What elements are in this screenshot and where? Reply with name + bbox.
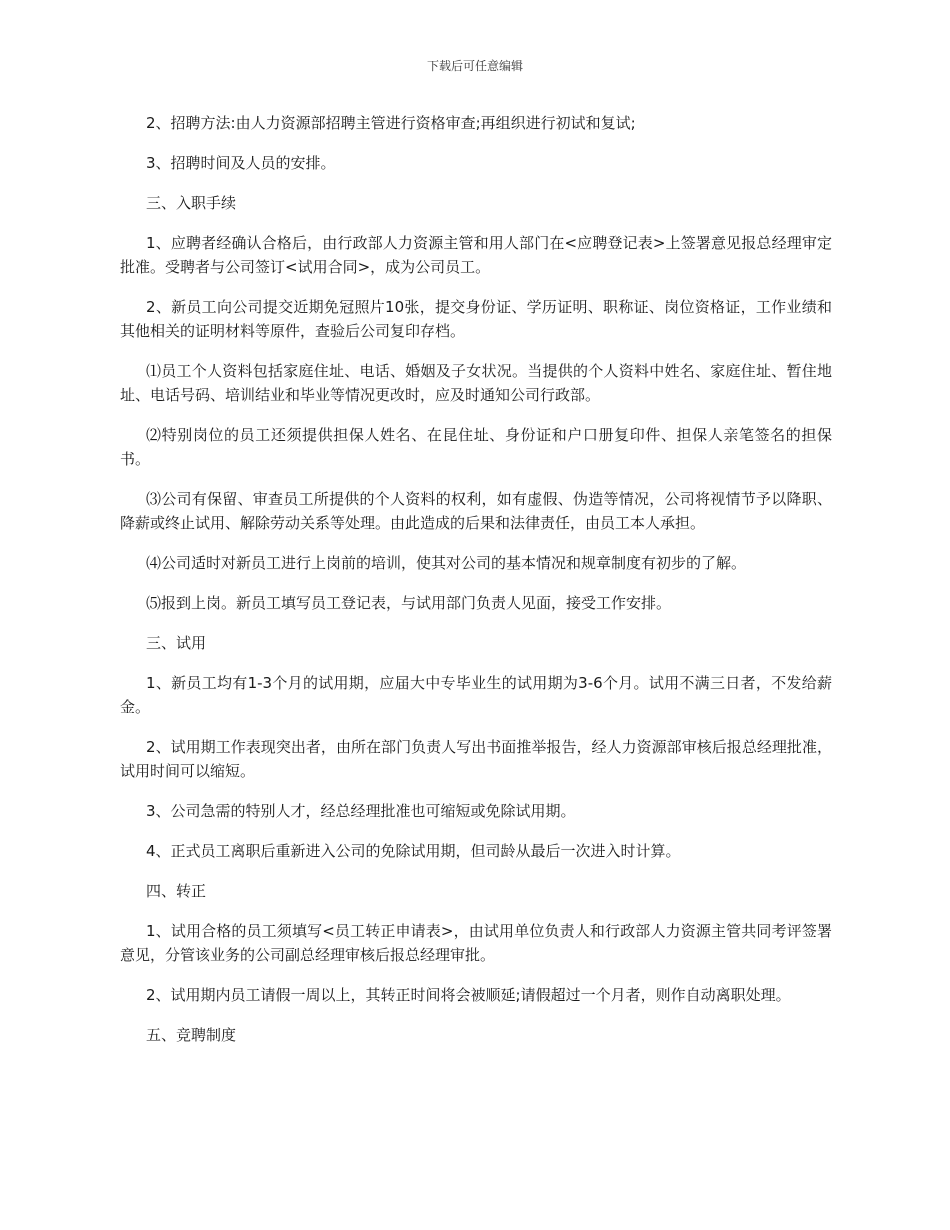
- paragraph-recruit-schedule: 3、招聘时间及人员的安排。: [146, 154, 336, 172]
- paragraph-onboarding-item-3: ⑶公司有保留、审查员工所提供的个人资料的权利，如有虚假、伪造等情况，公司将视情节予以降职、降薪或终止试用、解除劳动关系等处理。由此造成的后果和法律责任，由员工本人承担。: [120, 490, 832, 532]
- header-note: 下载后可任意编辑: [426, 59, 523, 73]
- paragraph-onboarding-2: 2、新员工向公司提交近期免冠照片10张，提交身份证、学历证明、职称证、岗位资格证，工作业绩和其他相关的证明材料等原件，查验后公司复印存档。: [120, 298, 832, 340]
- paragraph-onboarding-item-1: ⑴员工个人资料包括家庭住址、电话、婚姻及子女状况。当提供的个人资料中姓名、家庭住址、暂住地址、电话号码、培训结业和毕业等情况更改时，应及时通知公司行政部。: [120, 362, 832, 404]
- document-body: [120, 111, 832, 1063]
- section-heading-probation: 三、试用: [146, 634, 207, 652]
- paragraph-onboarding-item-4: ⑷公司适时对新员工进行上岗前的培训，使其对公司的基本情况和规章制度有初步的了解。: [146, 554, 747, 572]
- section-heading-onboarding: 三、入职手续: [146, 194, 237, 212]
- paragraph-regularization-1: 1、试用合格的员工须填写<员工转正申请表>，由试用单位负责人和行政部人力资源主管共同考评签署意见，分管该业务的公司副总经理审核后报总经理审批。: [120, 922, 832, 964]
- paragraph-recruit-method: 2、招聘方法:由人力资源部招聘主管进行资格审查;再组织进行初试和复试;: [146, 114, 636, 132]
- paragraph-onboarding-item-2: ⑵特别岗位的员工还须提供担保人姓名、在昆住址、身份证和户口册复印件、担保人亲笔签名的担保书。: [120, 426, 832, 468]
- section-heading-regularization: 四、转正: [146, 882, 207, 900]
- paragraph-probation-4: 4、正式员工离职后重新进入公司的免除试用期，但司龄从最后一次进入时计算。: [146, 842, 681, 860]
- paragraph-probation-1: 1、新员工均有1-3个月的试用期，应届大中专毕业生的试用期为3-6个月。试用不满三日者，不发给薪金。: [120, 674, 832, 716]
- paragraph-probation-2: 2、试用期工作表现突出者，由所在部门负责人写出书面推举报告，经人力资源部审核后报总经理批准，试用时间可以缩短。: [120, 738, 832, 780]
- paragraph-probation-3: 3、公司急需的特别人才，经总经理批准也可缩短或免除试用期。: [146, 802, 576, 820]
- paragraph-onboarding-item-5: ⑸报到上岗。新员工填写员工登记表，与试用部门负责人见面，接受工作安排。: [146, 594, 672, 612]
- section-heading-competition: 五、竞聘制度: [146, 1026, 237, 1044]
- paragraph-regularization-2: 2、试用期内员工请假一周以上，其转正时间将会被顺延;请假超过一个月者，则作自动离职处理。: [146, 986, 791, 1004]
- paragraph-onboarding-1: 1、应聘者经确认合格后，由行政部人力资源主管和用人部门在<应聘登记表>上签署意见报总经理审定批准。受聘者与公司签订<试用合同>，成为公司员工。: [120, 234, 832, 276]
